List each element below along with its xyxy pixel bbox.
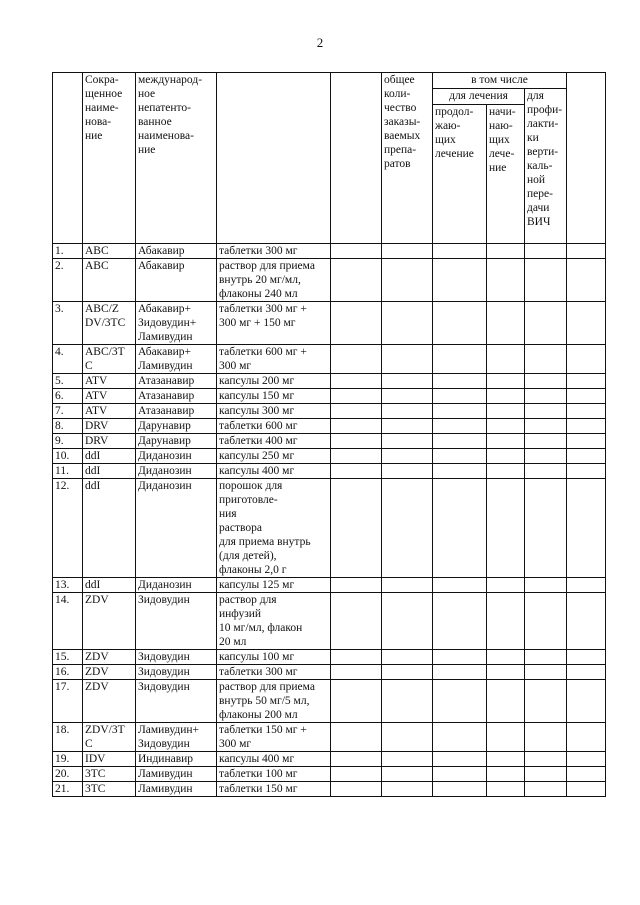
- row-number: 10.: [53, 449, 83, 464]
- row-prophylaxis-cell: [525, 434, 567, 449]
- row-total-cell: [382, 650, 433, 665]
- row-empty-cell: [331, 374, 382, 389]
- row-empty-cell: [331, 434, 382, 449]
- row-last-cell: [567, 767, 606, 782]
- row-starting-cell: [487, 404, 525, 419]
- row-abbreviation: ddI: [83, 449, 136, 464]
- row-empty-cell: [331, 752, 382, 767]
- row-dosage-form: капсулы 300 мг: [217, 404, 331, 419]
- row-empty-cell: [331, 259, 382, 302]
- row-starting-cell: [487, 578, 525, 593]
- row-drug-name: Ламивудин: [136, 782, 217, 797]
- row-prophylaxis-cell: [525, 345, 567, 374]
- row-abbreviation: ATV: [83, 389, 136, 404]
- row-total-cell: [382, 752, 433, 767]
- row-last-cell: [567, 404, 606, 419]
- row-number: 9.: [53, 434, 83, 449]
- row-dosage-form: капсулы 200 мг: [217, 374, 331, 389]
- table-row: [53, 723, 606, 752]
- row-last-cell: [567, 259, 606, 302]
- row-dosage-form: таблетки 150 мг + 300 мг: [217, 723, 331, 752]
- row-total-cell: [382, 374, 433, 389]
- row-total-cell: [382, 434, 433, 449]
- row-prophylaxis-cell: [525, 578, 567, 593]
- row-dosage-form: капсулы 150 мг: [217, 389, 331, 404]
- header-prophylaxis: для профи- лакти- ки верти- каль- ной пере- дачи ВИЧ: [525, 89, 567, 244]
- row-dosage-form: капсулы 100 мг: [217, 650, 331, 665]
- row-number: 1.: [53, 244, 83, 259]
- table-row: [53, 464, 606, 479]
- row-continuing-cell: [433, 650, 487, 665]
- header-inn: международ- ное непатенто- ванное наименова- ние: [136, 73, 217, 244]
- row-dosage-form: капсулы 125 мг: [217, 578, 331, 593]
- row-drug-name: Зидовудин: [136, 650, 217, 665]
- table-row: [53, 593, 606, 650]
- row-number: 12.: [53, 479, 83, 578]
- row-starting-cell: [487, 680, 525, 723]
- row-drug-name: Диданозин: [136, 449, 217, 464]
- row-number: 5.: [53, 374, 83, 389]
- row-abbreviation: ZDV: [83, 680, 136, 723]
- header-abbreviation: Сокра- щенное наиме- нова- ние: [83, 73, 136, 244]
- row-dosage-form: таблетки 600 мг + 300 мг: [217, 345, 331, 374]
- row-drug-name: Диданозин: [136, 479, 217, 578]
- row-continuing-cell: [433, 665, 487, 680]
- row-continuing-cell: [433, 464, 487, 479]
- row-total-cell: [382, 345, 433, 374]
- table-row: [53, 244, 606, 259]
- row-abbreviation: ATV: [83, 374, 136, 389]
- row-prophylaxis-cell: [525, 479, 567, 578]
- row-starting-cell: [487, 345, 525, 374]
- table-row: [53, 419, 606, 434]
- row-drug-name: Абакавир+ Зидовудин+ Ламивудин: [136, 302, 217, 345]
- row-number: 2.: [53, 259, 83, 302]
- row-number: 21.: [53, 782, 83, 797]
- row-starting-cell: [487, 665, 525, 680]
- row-total-cell: [382, 389, 433, 404]
- table-row: [53, 434, 606, 449]
- drug-order-table: [52, 72, 606, 797]
- row-last-cell: [567, 752, 606, 767]
- row-last-cell: [567, 302, 606, 345]
- row-number: 8.: [53, 419, 83, 434]
- row-prophylaxis-cell: [525, 389, 567, 404]
- row-drug-name: Дарунавир: [136, 419, 217, 434]
- row-last-cell: [567, 419, 606, 434]
- row-prophylaxis-cell: [525, 752, 567, 767]
- row-empty-cell: [331, 302, 382, 345]
- row-last-cell: [567, 374, 606, 389]
- row-prophylaxis-cell: [525, 782, 567, 797]
- row-last-cell: [567, 479, 606, 578]
- row-drug-name: Ламивудин: [136, 767, 217, 782]
- row-abbreviation: ABC: [83, 259, 136, 302]
- row-last-cell: [567, 782, 606, 797]
- table-row: [53, 345, 606, 374]
- row-total-cell: [382, 404, 433, 419]
- row-starting-cell: [487, 782, 525, 797]
- row-drug-name: Абакавир+ Ламивудин: [136, 345, 217, 374]
- row-dosage-form: таблетки 400 мг: [217, 434, 331, 449]
- row-prophylaxis-cell: [525, 680, 567, 723]
- row-dosage-form: таблетки 150 мг: [217, 782, 331, 797]
- row-abbreviation: 3TC: [83, 782, 136, 797]
- row-starting-cell: [487, 302, 525, 345]
- row-dosage-form: капсулы 250 мг: [217, 449, 331, 464]
- header-including: в том числе: [433, 73, 567, 89]
- row-number: 7.: [53, 404, 83, 419]
- row-total-cell: [382, 302, 433, 345]
- row-continuing-cell: [433, 593, 487, 650]
- row-continuing-cell: [433, 404, 487, 419]
- row-continuing-cell: [433, 479, 487, 578]
- row-continuing-cell: [433, 302, 487, 345]
- header-number: [53, 73, 83, 244]
- row-drug-name: Ламивудин+ Зидовудин: [136, 723, 217, 752]
- row-empty-cell: [331, 404, 382, 419]
- row-empty-cell: [331, 578, 382, 593]
- row-starting-cell: [487, 449, 525, 464]
- table-row: [53, 479, 606, 578]
- row-last-cell: [567, 244, 606, 259]
- row-number: 17.: [53, 680, 83, 723]
- row-abbreviation: DRV: [83, 419, 136, 434]
- row-dosage-form: таблетки 100 мг: [217, 767, 331, 782]
- row-drug-name: Диданозин: [136, 578, 217, 593]
- row-starting-cell: [487, 434, 525, 449]
- row-number: 3.: [53, 302, 83, 345]
- row-number: 6.: [53, 389, 83, 404]
- row-abbreviation: IDV: [83, 752, 136, 767]
- row-empty-cell: [331, 479, 382, 578]
- row-drug-name: Зидовудин: [136, 593, 217, 650]
- row-prophylaxis-cell: [525, 259, 567, 302]
- row-total-cell: [382, 449, 433, 464]
- row-total-cell: [382, 593, 433, 650]
- row-drug-name: Диданозин: [136, 464, 217, 479]
- row-dosage-form: капсулы 400 мг: [217, 464, 331, 479]
- row-abbreviation: ABC/Z DV/3TC: [83, 302, 136, 345]
- row-abbreviation: ZDV: [83, 593, 136, 650]
- row-continuing-cell: [433, 244, 487, 259]
- table-row: [53, 374, 606, 389]
- row-continuing-cell: [433, 723, 487, 752]
- row-last-cell: [567, 464, 606, 479]
- row-drug-name: Зидовудин: [136, 665, 217, 680]
- table-row: [53, 665, 606, 680]
- row-last-cell: [567, 578, 606, 593]
- row-last-cell: [567, 650, 606, 665]
- row-drug-name: Атазанавир: [136, 374, 217, 389]
- row-number: 4.: [53, 345, 83, 374]
- row-prophylaxis-cell: [525, 419, 567, 434]
- row-starting-cell: [487, 259, 525, 302]
- row-drug-name: Зидовудин: [136, 680, 217, 723]
- row-number: 18.: [53, 723, 83, 752]
- row-abbreviation: ZDV: [83, 650, 136, 665]
- row-continuing-cell: [433, 374, 487, 389]
- row-abbreviation: DRV: [83, 434, 136, 449]
- row-abbreviation: ABC/3T C: [83, 345, 136, 374]
- row-total-cell: [382, 723, 433, 752]
- row-drug-name: Дарунавир: [136, 434, 217, 449]
- row-abbreviation: 3TC: [83, 767, 136, 782]
- row-prophylaxis-cell: [525, 593, 567, 650]
- row-starting-cell: [487, 752, 525, 767]
- row-number: 16.: [53, 665, 83, 680]
- row-empty-cell: [331, 464, 382, 479]
- row-last-cell: [567, 345, 606, 374]
- row-prophylaxis-cell: [525, 665, 567, 680]
- row-dosage-form: капсулы 400 мг: [217, 752, 331, 767]
- row-continuing-cell: [433, 782, 487, 797]
- table-row: [53, 302, 606, 345]
- row-total-cell: [382, 680, 433, 723]
- row-drug-name: Абакавир: [136, 244, 217, 259]
- row-empty-cell: [331, 419, 382, 434]
- row-continuing-cell: [433, 259, 487, 302]
- row-continuing-cell: [433, 680, 487, 723]
- row-drug-name: Атазанавир: [136, 404, 217, 419]
- row-last-cell: [567, 434, 606, 449]
- row-total-cell: [382, 665, 433, 680]
- header-last: [567, 73, 606, 244]
- table-row: [53, 578, 606, 593]
- row-starting-cell: [487, 389, 525, 404]
- row-continuing-cell: [433, 434, 487, 449]
- row-last-cell: [567, 665, 606, 680]
- row-total-cell: [382, 259, 433, 302]
- row-prophylaxis-cell: [525, 650, 567, 665]
- row-drug-name: Индинавир: [136, 752, 217, 767]
- row-empty-cell: [331, 449, 382, 464]
- row-dosage-form: раствор для приема внутрь 50 мг/5 мл, флаконы 200 мл: [217, 680, 331, 723]
- row-total-cell: [382, 578, 433, 593]
- row-starting-cell: [487, 479, 525, 578]
- table-row: [53, 404, 606, 419]
- row-starting-cell: [487, 374, 525, 389]
- row-prophylaxis-cell: [525, 449, 567, 464]
- row-drug-name: Абакавир: [136, 259, 217, 302]
- row-empty-cell: [331, 345, 382, 374]
- row-empty-cell: [331, 723, 382, 752]
- row-last-cell: [567, 593, 606, 650]
- table-row: [53, 782, 606, 797]
- row-prophylaxis-cell: [525, 374, 567, 389]
- row-continuing-cell: [433, 578, 487, 593]
- row-abbreviation: ZDV: [83, 665, 136, 680]
- row-empty-cell: [331, 650, 382, 665]
- row-prophylaxis-cell: [525, 723, 567, 752]
- row-prophylaxis-cell: [525, 464, 567, 479]
- header-empty: [331, 73, 382, 244]
- row-number: 14.: [53, 593, 83, 650]
- row-dosage-form: порошок для приготовле- ния раствора для приема внутрь (для детей), флаконы 2,0 г: [217, 479, 331, 578]
- row-prophylaxis-cell: [525, 767, 567, 782]
- row-continuing-cell: [433, 389, 487, 404]
- row-empty-cell: [331, 767, 382, 782]
- row-starting-cell: [487, 723, 525, 752]
- row-total-cell: [382, 419, 433, 434]
- table-row: [53, 680, 606, 723]
- row-total-cell: [382, 464, 433, 479]
- table-row: [53, 449, 606, 464]
- row-starting-cell: [487, 419, 525, 434]
- row-starting-cell: [487, 767, 525, 782]
- row-last-cell: [567, 389, 606, 404]
- row-dosage-form: таблетки 300 мг + 300 мг + 150 мг: [217, 302, 331, 345]
- table-row: [53, 650, 606, 665]
- row-abbreviation: ABC: [83, 244, 136, 259]
- row-dosage-form: таблетки 600 мг: [217, 419, 331, 434]
- row-empty-cell: [331, 389, 382, 404]
- row-continuing-cell: [433, 449, 487, 464]
- header-continuing: продол- жаю- щих лечение: [433, 105, 487, 244]
- table-row: [53, 259, 606, 302]
- row-last-cell: [567, 680, 606, 723]
- row-starting-cell: [487, 464, 525, 479]
- row-empty-cell: [331, 680, 382, 723]
- row-dosage-form: таблетки 300 мг: [217, 244, 331, 259]
- row-empty-cell: [331, 782, 382, 797]
- table-row: [53, 767, 606, 782]
- row-number: 11.: [53, 464, 83, 479]
- row-last-cell: [567, 723, 606, 752]
- row-number: 20.: [53, 767, 83, 782]
- row-number: 13.: [53, 578, 83, 593]
- row-starting-cell: [487, 593, 525, 650]
- row-continuing-cell: [433, 345, 487, 374]
- row-dosage-form: раствор для приема внутрь 20 мг/мл, флаконы 240 мл: [217, 259, 331, 302]
- row-prophylaxis-cell: [525, 244, 567, 259]
- row-prophylaxis-cell: [525, 404, 567, 419]
- row-number: 19.: [53, 752, 83, 767]
- row-continuing-cell: [433, 752, 487, 767]
- row-starting-cell: [487, 244, 525, 259]
- row-continuing-cell: [433, 767, 487, 782]
- row-abbreviation: ddI: [83, 578, 136, 593]
- row-empty-cell: [331, 593, 382, 650]
- table-row: [53, 389, 606, 404]
- header-starting: начи- наю- щих лече- ние: [487, 105, 525, 244]
- row-abbreviation: ddI: [83, 479, 136, 578]
- row-abbreviation: ATV: [83, 404, 136, 419]
- row-total-cell: [382, 767, 433, 782]
- header-total: общее коли- чество заказы- ваемых препа- ратов: [382, 73, 433, 244]
- row-empty-cell: [331, 665, 382, 680]
- row-abbreviation: ZDV/3T C: [83, 723, 136, 752]
- row-prophylaxis-cell: [525, 302, 567, 345]
- table-row: [53, 752, 606, 767]
- row-dosage-form: раствор для инфузий 10 мг/мл, флакон 20 мл: [217, 593, 331, 650]
- header-form: [217, 73, 331, 244]
- row-empty-cell: [331, 244, 382, 259]
- row-total-cell: [382, 479, 433, 578]
- table-header-row-1: [53, 73, 606, 89]
- row-total-cell: [382, 782, 433, 797]
- row-number: 15.: [53, 650, 83, 665]
- row-abbreviation: ddI: [83, 464, 136, 479]
- row-total-cell: [382, 244, 433, 259]
- row-drug-name: Атазанавир: [136, 389, 217, 404]
- row-dosage-form: таблетки 300 мг: [217, 665, 331, 680]
- header-for-treatment: для лечения: [433, 89, 525, 105]
- row-continuing-cell: [433, 419, 487, 434]
- row-starting-cell: [487, 650, 525, 665]
- row-last-cell: [567, 449, 606, 464]
- page-number: 2: [316, 35, 324, 50]
